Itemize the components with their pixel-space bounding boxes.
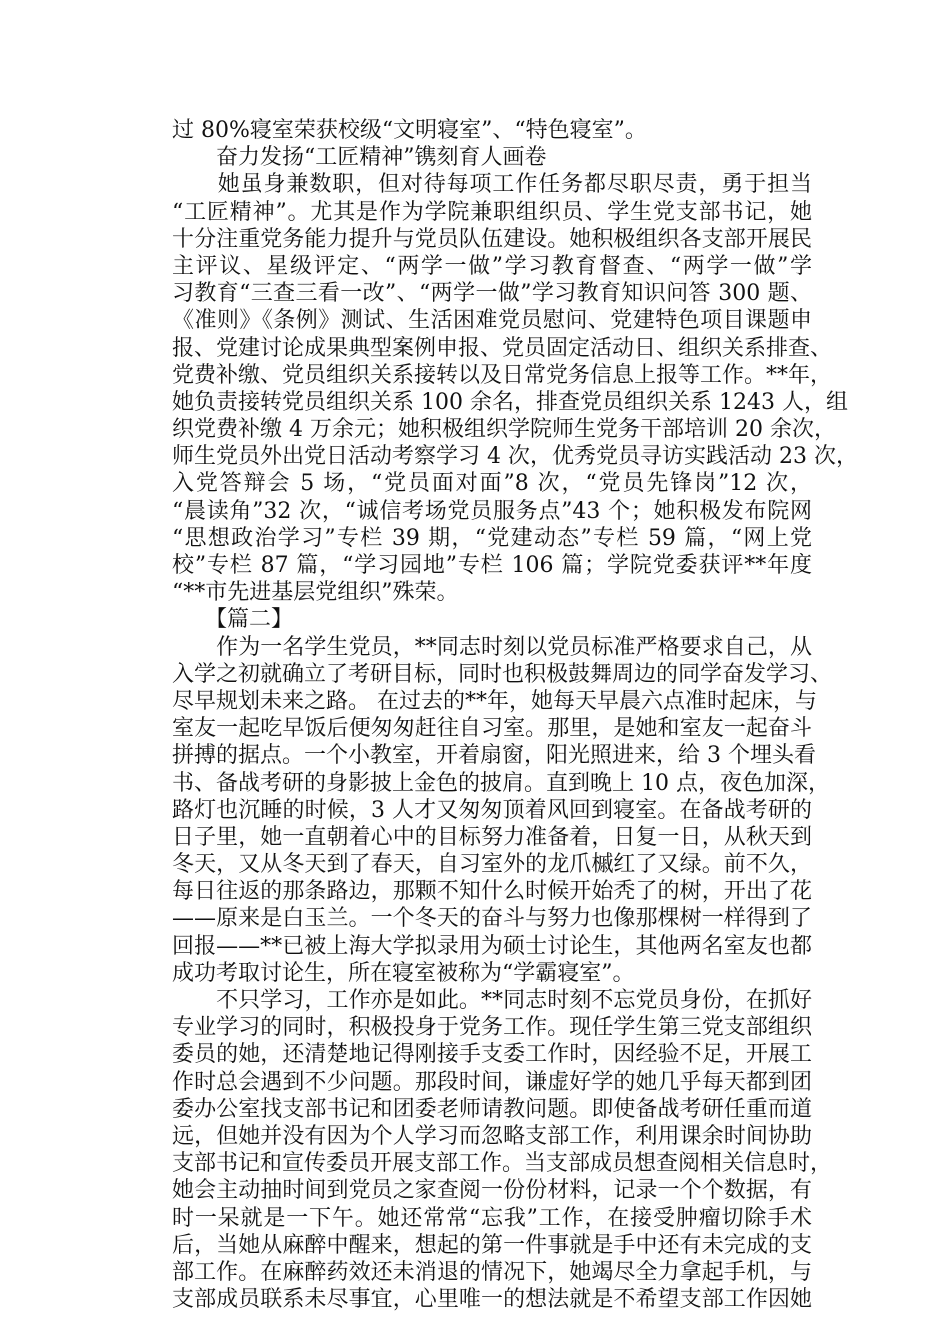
text-line: 党费补缴、党员组织关系接转以及日常党务信息上报等工作。**年， bbox=[172, 362, 833, 388]
text-line: 《准则》《条例》测试、生活困难党员慰问、党建特色项目课题申 bbox=[172, 308, 812, 334]
text-line: 入党答辩会 5 场，“党员面对面”8 次，“党员先锋岗”12 次， bbox=[172, 471, 812, 497]
text-line: 不只学习，工作亦是如此。**同志时刻不忘党员身份，在抓好 bbox=[172, 988, 812, 1013]
text-line: 路灯也沉睡的时候，3 人才又匆匆顶着风回到寝室。在备战考研的 bbox=[172, 797, 812, 823]
text-line: 日子里，她一直朝着心中的目标努力准备着，日复一日，从秋天到 bbox=[172, 824, 812, 850]
text-line: 专业学习的同时，积极投身于党务工作。现任学生第三党支部组织 bbox=[172, 1015, 812, 1041]
text-line: 织党费补缴 4 万余元；她积极组织学院师生党务干部培训 20 余次， bbox=[172, 417, 836, 443]
text-line: 校”专栏 87 篇，“学习园地”专栏 106 篇；学院党委获评**年度 bbox=[172, 553, 812, 578]
text-line: 师生党员外出党日活动考察学习 4 次，优秀党员寻访实践活动 23 次， bbox=[172, 444, 858, 470]
text-line: 作时总会遇到不少问题。那段时间，谦虚好学的她几乎每天都到团 bbox=[172, 1069, 812, 1095]
text-line: 成功考取讨论生，所在寝室被称为“学霸寝室”。 bbox=[172, 960, 635, 986]
text-line: 书、备战考研的身影披上金色的披肩。直到晚上 10 点，夜色加深， bbox=[172, 770, 830, 796]
text-line: 冬天，又从冬天到了春天，自习室外的龙爪槭红了又绿。前不久， bbox=[172, 852, 812, 878]
text-line: 她负责接转党员组织关系 100 余名，排查党员组织关系 1243 人，组 bbox=[172, 389, 848, 415]
text-line: 远，但她并没有因为个人学习而忽略支部工作，利用课余时间协助 bbox=[172, 1123, 812, 1149]
text-line: “思想政治学习”专栏 39 期，“党建动态”专栏 59 篇，“网上党 bbox=[172, 525, 812, 551]
text-line: 她会主动抽时间到党员之家查阅一份份材料，记录一个个数据，有 bbox=[172, 1178, 812, 1204]
text-line: 她虽身兼数职，但对待每项工作任务都尽职尽责，勇于担当 bbox=[172, 172, 812, 198]
text-line: 回报——**已被上海大学拟录用为硕士讨论生，其他两名室友也都 bbox=[172, 933, 812, 959]
text-line: 【篇二】 bbox=[172, 607, 294, 633]
text-line: 入学之初就确立了考研目标，同时也积极鼓舞周边的同学奋发学习、 bbox=[172, 661, 833, 687]
text-line: 十分注重党务能力提升与党员队伍建设。她积极组织各支部开展民 bbox=[172, 226, 812, 252]
text-line: 室友一起吃早饭后便匆匆赶往自习室。那里，是她和室友一起奋斗 bbox=[172, 716, 812, 742]
text-line: ——原来是白玉兰。一个冬天的奋斗与努力也像那棵树一样得到了 bbox=[172, 906, 812, 932]
text-line: 主评议、星级评定、“两学一做”学习教育督查、“两学一做”学 bbox=[172, 253, 812, 279]
text-line: 过 80%寝室荣获校级“文明寝室”、“特色寝室”。 bbox=[172, 118, 647, 143]
text-line: 报、党建讨论成果典型案例申报、党员固定活动日、组织关系排查、 bbox=[172, 335, 833, 361]
text-line: 后，当她从麻醉中醒来，想起的第一件事就是手中还有未完成的支 bbox=[172, 1232, 812, 1258]
text-line: 部工作。在麻醉药效还未消退的情况下，她竭尽全力拿起手机，与 bbox=[172, 1259, 812, 1285]
text-line: 奋力发扬“工匠精神”镌刻育人画卷 bbox=[172, 145, 547, 171]
text-line: 时一呆就是一下午。她还常常“忘我”工作，在接受肿瘤切除手术 bbox=[172, 1205, 812, 1231]
text-line: 支部书记和宣传委员开展支部工作。当支部成员想查阅相关信息时， bbox=[172, 1151, 833, 1177]
text-line: 委员的她，还清楚地记得刚接手支委工作时，因经验不足，开展工 bbox=[172, 1042, 812, 1068]
text-line: 每日往返的那条路边，那颗不知什么时候开始秃了的树，开出了花 bbox=[172, 879, 812, 905]
text-line: 委办公室找支部书记和团委老师请教问题。即使备战考研任重而道 bbox=[172, 1096, 812, 1122]
text-line: 拼搏的据点。一个小教室，开着扇窗，阳光照进来，给 3 个埋头看 bbox=[172, 743, 816, 769]
text-line: 习教育“三查三看一改”、“两学一做”学习教育知识问答 300 题、 bbox=[172, 281, 812, 307]
text-line: 尽早规划未来之路。 在过去的**年，她每天早晨六点准时起床，与 bbox=[172, 688, 817, 714]
text-line: 作为一名学生党员，**同志时刻以党员标准严格要求自己，从 bbox=[172, 634, 812, 660]
text-line: “工匠精神”。尤其是作为学院兼职组织员、学生党支部书记，她 bbox=[172, 199, 812, 225]
text-line: “**市先进基层党组织”殊荣。 bbox=[172, 580, 459, 606]
text-line: 支部成员联系未尽事宜，心里唯一的想法就是不希望支部工作因她 bbox=[172, 1287, 812, 1313]
document-body-text bbox=[172, 117, 858, 1313]
text-line: “晨读角”32 次，“诚信考场党员服务点”43 个；她积极发布院网 bbox=[172, 498, 812, 524]
